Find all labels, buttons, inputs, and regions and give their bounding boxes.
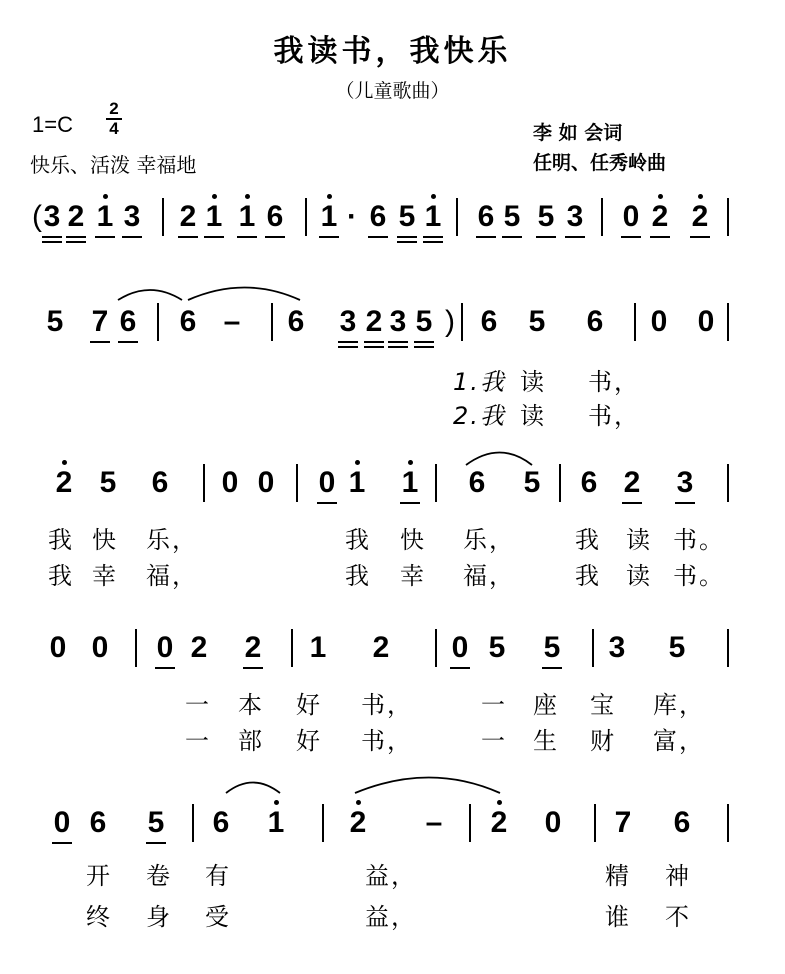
note: 5 [523,466,541,499]
lyric-syllable: 受 [205,903,231,931]
note: 6 [151,466,169,499]
note: 3 [676,466,694,499]
slur [466,453,532,466]
note: 6 [586,305,604,338]
lyric-syllable: 终 [86,903,112,931]
note: 0 [91,631,109,664]
note: 5 [415,305,433,338]
paren: ) [445,305,455,338]
lyric-syllable: 座 [533,691,559,719]
lyric-syllable: 读 [520,368,546,396]
note: 2 [372,631,390,664]
note: 1 [424,200,442,233]
lyric-syllable: 我 [345,562,371,590]
slur [118,290,182,300]
note: 1 [238,200,256,233]
note: 6 [119,305,137,338]
lyric-syllable: 富， [653,727,705,755]
note: 6 [480,305,498,338]
note: 0 [257,466,275,499]
note: 3 [566,200,584,233]
note: 2 [623,466,641,499]
note: 1 [267,806,285,839]
note: 2 [190,631,208,664]
note: 0 [53,806,71,839]
note: 0 [156,631,174,664]
lyric-syllable: 卷 [146,862,172,890]
note: · [347,200,357,233]
note: 7 [91,305,109,338]
note: 3 [123,200,141,233]
lyric-syllable: 快 [400,526,426,554]
lyric-syllable: 一 [481,727,507,755]
lyric-syllable: 好 [296,691,322,719]
note: 1 [205,200,223,233]
lyric-syllable: 快 [92,526,118,554]
lyric-syllable: 书， [361,727,413,755]
lyric-syllable: 一 [185,691,211,719]
note: 0 [221,466,239,499]
lyric-syllable: 身 [146,903,172,931]
lyric-syllable: 不 [665,903,691,931]
lyric-syllable: 本 [238,691,264,719]
meter-top: 2 [109,99,119,118]
note: 1 [348,466,366,499]
note: 0 [544,806,562,839]
lyric-syllable: 我 [575,526,601,554]
note: 5 [503,200,521,233]
slur [355,778,500,794]
song-title: 我读书，我快乐 [273,34,512,69]
lyric-syllable: 书。 [673,526,725,554]
tempo-marking: 快乐、活泼 幸福地 [30,153,197,177]
lyric-syllable: 幸 [400,562,426,590]
lyric-syllable: 财 [590,727,616,755]
note: 1 [309,631,327,664]
lyric-syllable: 益， [365,903,417,931]
lyric-syllable: 好 [296,727,322,755]
note: 2 [55,466,73,499]
note: 5 [543,631,561,664]
note: 5 [528,305,546,338]
note: 0 [318,466,336,499]
lyric-syllable: 宝 [590,691,616,719]
note: 0 [697,305,715,338]
note: 6 [212,806,230,839]
note: – [223,305,241,338]
note: 2 [244,631,262,664]
note: 0 [49,631,67,664]
note: 0 [650,305,668,338]
composer-credit: 任明、任秀岭曲 [533,152,667,174]
lyric-syllable: 一 [481,691,507,719]
note: 6 [580,466,598,499]
song-subtitle: （儿童歌曲） [335,80,450,102]
note: 5 [147,806,165,839]
lyric-syllable: 书， [361,691,413,719]
lyric-syllable: 我 [575,562,601,590]
note: 2 [651,200,669,233]
lyric-syllable: 福， [146,562,198,590]
lyric-syllable: 我 [48,562,74,590]
note: 2 [691,200,709,233]
slur [188,288,300,301]
note: 6 [673,806,691,839]
note: 5 [537,200,555,233]
lyric-syllable: 益， [365,862,417,890]
note: 3 [389,305,407,338]
lyric-syllable: 一 [185,727,211,755]
note: 5 [398,200,416,233]
note: 5 [668,631,686,664]
note: 0 [451,631,469,664]
lyric-syllable: 谁 [605,903,631,931]
lyric-syllable: 有 [205,862,231,890]
note: 6 [287,305,305,338]
lyric-syllable: 生 [533,727,559,755]
note: 6 [179,305,197,338]
paren: ( [32,200,42,233]
lyric-syllable: 部 [238,727,264,755]
note: 5 [488,631,506,664]
note: 0 [622,200,640,233]
slur [226,783,280,794]
lyricist-credit: 李 如 会词 [533,122,623,144]
lyric-syllable: 开 [86,862,112,890]
lyric-syllable: 书， [588,402,640,430]
note: 2 [349,806,367,839]
note: 6 [266,200,284,233]
note: 2 [365,305,383,338]
note: 5 [99,466,117,499]
lyric-syllable: 2.我 [453,402,506,430]
note: 6 [89,806,107,839]
lyric-syllable: 书， [588,368,640,396]
note: 3 [608,631,626,664]
note: 1 [96,200,114,233]
note: – [425,806,443,839]
note: 3 [43,200,61,233]
lyric-syllable: 乐， [146,526,198,554]
note: 3 [339,305,357,338]
lyric-syllable: 读 [626,526,652,554]
note: 5 [46,305,64,338]
lyric-syllable: 福， [463,562,515,590]
note: 6 [468,466,486,499]
note: 2 [490,806,508,839]
lyric-syllable: 幸 [92,562,118,590]
lyric-syllable: 精 [605,862,631,890]
lyric-syllable: 1.我 [453,368,506,396]
key-signature: 1=C [32,112,73,137]
lyric-syllable: 库， [653,691,705,719]
note: 1 [320,200,338,233]
note: 2 [179,200,197,233]
note: 2 [67,200,85,233]
note: 6 [477,200,495,233]
meter-bottom: 4 [109,119,119,138]
note: 1 [401,466,419,499]
lyric-syllable: 读 [626,562,652,590]
lyric-syllable: 神 [665,862,691,890]
lyric-syllable: 我 [345,526,371,554]
lyric-syllable: 我 [48,526,74,554]
lyric-syllable: 乐， [463,526,515,554]
note: 7 [614,806,632,839]
note: 6 [369,200,387,233]
lyric-syllable: 读 [520,402,546,430]
lyric-syllable: 书。 [673,562,725,590]
